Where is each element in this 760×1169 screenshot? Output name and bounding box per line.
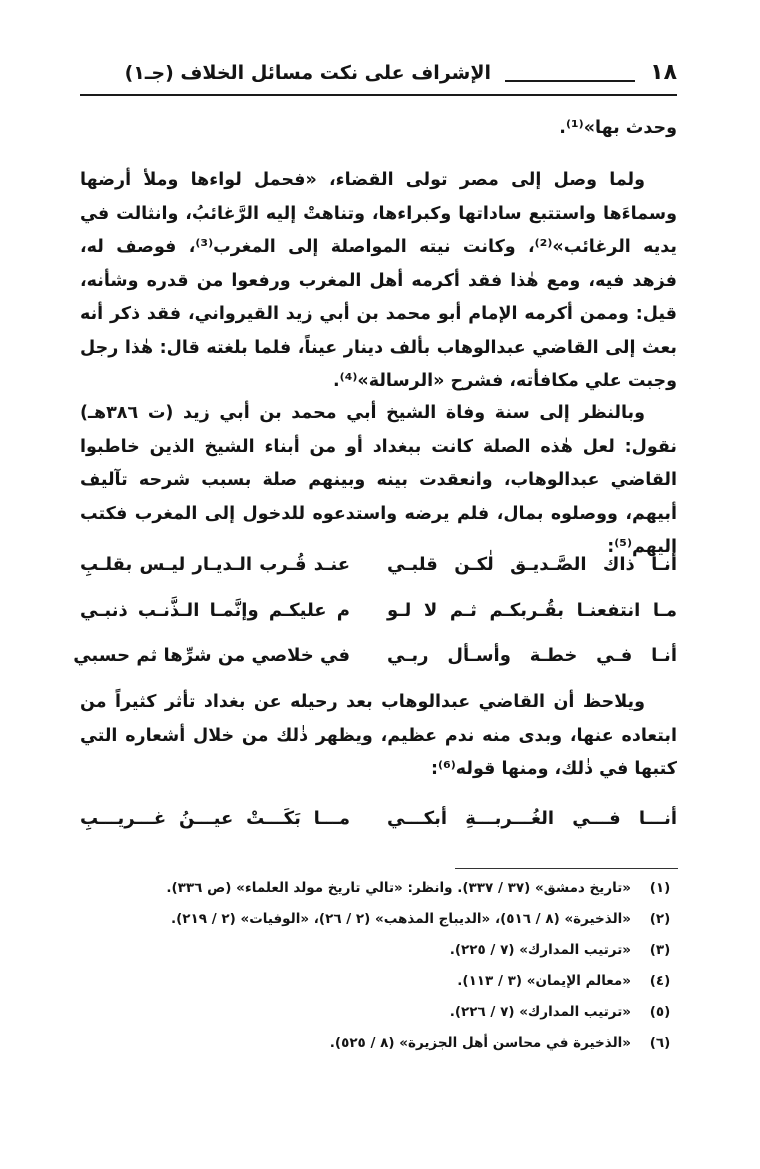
verse-hemistich: م عليكـم وإنَّمـا الـذَّنـب ذنبـي [80, 600, 350, 621]
footnote-text: «ترتيب المدارك» (٧ / ٢٢٥). [449, 942, 631, 958]
footnote-number: (٦) [649, 1035, 671, 1051]
header-rule [505, 80, 635, 82]
verse-hemistich: مـا انتفعنـا بقُـربكـم ثـم لا لـو [387, 600, 677, 621]
verse-hemistich: مـــا بَكَـــتْ عيـــنُ غـــريـــبِ [80, 808, 350, 829]
paragraph: وبالنظر إلى سنة وفاة الشيخ أبي محمد بن أبي زيد (ت ٣٨٦هـ) نقول: لعل هٰذه الصلة كانت ببغداد أو من أبناء الشيخ الذين خاطبوا القاضي عبدالوهاب، وانعقدت بينه وبينهم صلة بسبب شرحه تآليف أبيهم، ووصلوه بمال، فلم يرضه واستدعوه للدخول إلى المغرب فكتب إليهم⁽⁵⁾: [80, 403, 677, 557]
footnote-separator [455, 868, 678, 869]
footnote-text: «الذخيرة في محاسن أهل الجزيرة» (٨ / ٥٢٥). [329, 1035, 631, 1051]
paragraph: وحدث بها»⁽¹⁾. [559, 118, 677, 138]
verse-line [80, 554, 677, 594]
footnote-number: (١) [649, 880, 671, 896]
footnote-number: (٥) [649, 1004, 671, 1020]
verse-hemistich: عنـد قُـرب الـديـار ليـس بقلـبِ [80, 554, 350, 575]
paragraph: ويلاحظ أن القاضي عبدالوهاب بعد رحيله عن بغداد تأثر كثيراً من ابتعاده عنها، وبدى منه ندم عظيم، ويظهر ذٰلك من خلال أشعاره التي كتبها في ذٰلك، ومنها قوله⁽⁶⁾: [80, 692, 677, 779]
footnote [80, 942, 677, 972]
verse-hemistich: أنـــا فـــي الغُـــربـــةِ أبكـــي [387, 808, 677, 829]
verse-hemistich: أنـا فـي خطـة وأسـأل ربـي [387, 645, 677, 666]
footnote-text: «تاريخ دمشق» (٣٧ / ٣٣٧). وانظر: «تالي تاريخ مولد العلماء» (ص ٣٣٦). [166, 880, 631, 896]
running-header [80, 60, 677, 96]
footnote-text: «معالم الإيمان» (٣ / ١١٣). [457, 973, 631, 989]
footnote [80, 1004, 677, 1034]
footnote [80, 880, 677, 910]
verse-line [80, 600, 677, 640]
footnote-number: (٢) [649, 911, 671, 927]
verse-hemistich: في خلاصي من شرِّها ثم حسبي [73, 645, 350, 666]
running-title: الإشراف على نكت مسائل الخلاف (جـ١) [124, 62, 491, 84]
verse-line [80, 808, 677, 848]
footnote [80, 911, 677, 941]
verse-hemistich: أنـا ذاك الصَّـديـق لٰكـن قلبـي [387, 554, 677, 575]
footnote-text: «ترتيب المدارك» (٧ / ٢٢٦). [449, 1004, 631, 1020]
footnote [80, 1035, 677, 1065]
verse-line [73, 645, 677, 685]
footnote-number: (٤) [649, 973, 671, 989]
footnote-text: «الذخيرة» (٨ / ٥١٦)، «الديباج المذهب» (٢ / ٢٦)، «الوفيات» (٢ / ٢١٩). [170, 911, 631, 927]
page-number: ١٨ [650, 60, 677, 85]
footnote [80, 973, 677, 1003]
paragraph: ولما وصل إلى مصر تولى القضاء، «فحمل لواءها وملأ أرضها وسماءَها واستتبع ساداتها وكبراءها، وتناهتْ إليه الرَّغائبُ، وانثالت في يديه الرغائب»⁽²⁾، وكانت نيته المواصلة إلى المغرب⁽³⁾، فوصف له، فزهد فيه، ومع هٰذا فقد أكرمه أهل المغرب ورفعوا من قدره وشأنه، قيل: وممن أكرمه الإمام أبو محمد بن أبي زيد القيرواني، فقد ذكر أنه بعث إلى القاضي عبدالوهاب بألف دينار عيناً، فلما بلغته قال: هٰذا رجل وجبت علي مكافأته، فشرح «الرسالة»⁽⁴⁾. [80, 170, 677, 391]
footnote-number: (٣) [649, 942, 671, 958]
